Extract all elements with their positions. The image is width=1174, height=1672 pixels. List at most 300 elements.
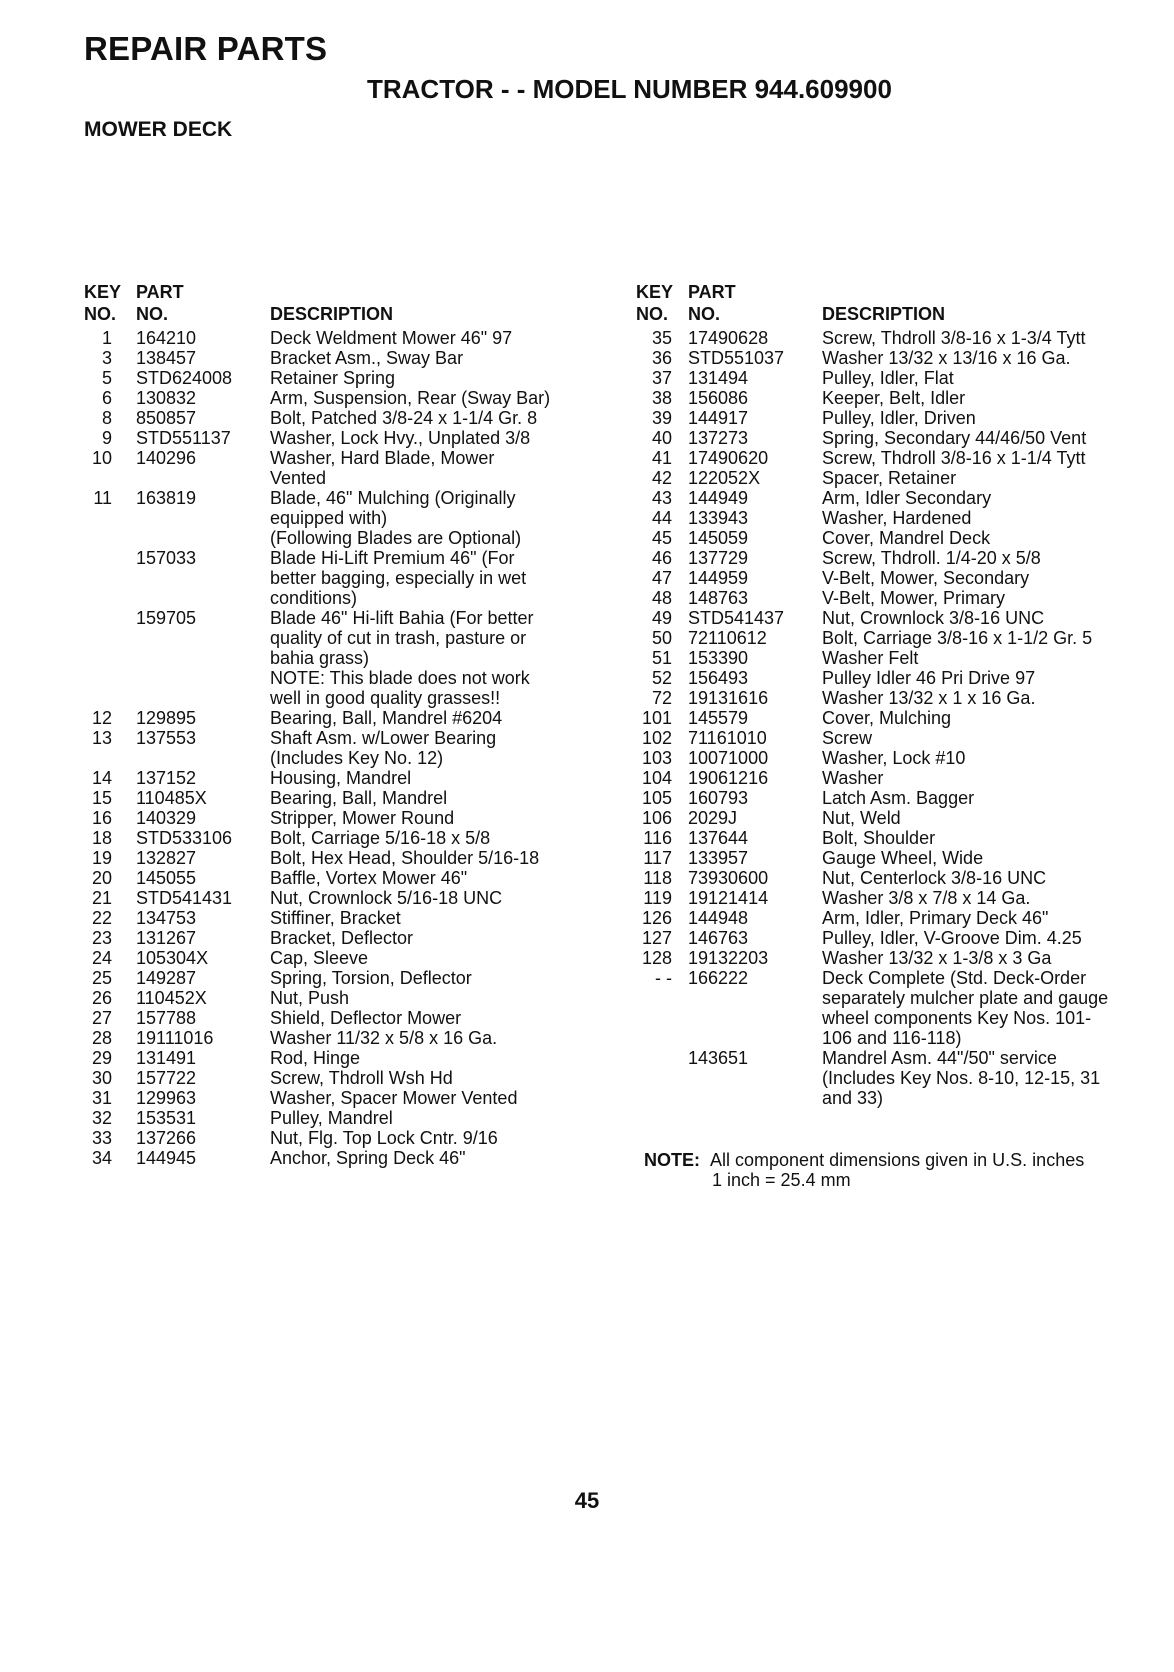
- table-row: [84, 928, 614, 948]
- description: Washer 13/32 x 13/16 x 16 Ga.: [822, 348, 1071, 368]
- table-row: [84, 968, 614, 988]
- part-header-1: PART: [688, 282, 736, 302]
- part-no: 105304X: [136, 948, 209, 968]
- part-no: 133957: [688, 848, 749, 868]
- key-no: 116: [643, 828, 672, 848]
- description: Nut, Weld: [822, 808, 901, 828]
- description: Bearing, Ball, Mandrel #6204: [270, 708, 503, 728]
- part-no: 156493: [688, 668, 749, 688]
- description: Cover, Mandrel Deck: [822, 528, 991, 548]
- key-no: 6: [101, 388, 112, 408]
- description: Gauge Wheel, Wide: [822, 848, 984, 868]
- table-row: [636, 328, 1156, 348]
- part-no: 129963: [136, 1088, 197, 1108]
- key-no: 118: [643, 868, 672, 888]
- key-no: 127: [641, 928, 672, 948]
- description: Stiffiner, Bracket: [270, 908, 401, 928]
- key-no: 29: [91, 1048, 112, 1068]
- description: Screw: [822, 728, 873, 748]
- description: Pulley, Idler, V-Groove Dim. 4.25: [822, 928, 1082, 948]
- description: better bagging, especially in wet: [270, 568, 527, 588]
- part-no: 122052X: [688, 468, 761, 488]
- table-row: [636, 888, 1156, 908]
- part-no: 19111016: [136, 1028, 214, 1048]
- part-no: 157788: [136, 1008, 197, 1028]
- key-no: 13: [91, 728, 112, 748]
- description: equipped with): [270, 508, 388, 528]
- description: Stripper, Mower Round: [270, 808, 455, 828]
- part-no: 164210: [136, 328, 197, 348]
- description: Blade, 46" Mulching (Originally: [270, 488, 516, 508]
- table-row: [636, 688, 1156, 708]
- key-header-1: KEY: [636, 282, 674, 302]
- parts-list-left: [84, 328, 614, 1168]
- description: well in good quality grasses!!: [270, 688, 501, 708]
- key-no: - -: [655, 968, 672, 988]
- key-no: 32: [91, 1108, 112, 1128]
- key-no: 33: [91, 1128, 112, 1148]
- key-no: 18: [91, 828, 112, 848]
- part-no: 143651: [688, 1048, 749, 1068]
- column-header: [84, 282, 614, 328]
- key-no: 128: [641, 948, 672, 968]
- key-no: 27: [91, 1008, 112, 1028]
- table-row: [84, 768, 614, 788]
- part-no: 110452X: [136, 988, 207, 1008]
- table-row: [84, 828, 614, 848]
- parts-column-right: [636, 282, 1156, 1108]
- description: Washer 13/32 x 1 x 16 Ga.: [822, 688, 1036, 708]
- description: Washer, Hard Blade, Mower: [270, 448, 495, 468]
- description: Nut, Crownlock 3/8-16 UNC: [822, 608, 1045, 628]
- key-no: 41: [651, 448, 672, 468]
- key-header-2: NO.: [84, 304, 117, 324]
- part-no: 134753: [136, 908, 197, 928]
- key-no: 39: [651, 408, 672, 428]
- part-no: 156086: [688, 388, 749, 408]
- table-row: [636, 568, 1156, 588]
- table-row: [84, 988, 614, 1008]
- part-no: 145055: [136, 868, 197, 888]
- description: Arm, Idler, Primary Deck 46": [822, 908, 1049, 928]
- table-row: [84, 1108, 614, 1128]
- description: Keeper, Belt, Idler: [822, 388, 966, 408]
- description: V-Belt, Mower, Secondary: [822, 568, 1030, 588]
- description: (Following Blades are Optional): [270, 528, 522, 548]
- description: Screw, Thdroll 3/8-16 x 1-1/4 Tytt: [822, 448, 1086, 468]
- part-no: STD551137: [136, 428, 231, 448]
- key-no: 105: [641, 788, 672, 808]
- part-no: 19132203: [688, 948, 769, 968]
- part-header-2: NO.: [136, 304, 169, 324]
- key-no: 45: [651, 528, 672, 548]
- description: Mandrel Asm. 44"/50" service: [822, 1048, 1057, 1068]
- part-no: 17490628: [688, 328, 769, 348]
- part-no: 144917: [688, 408, 749, 428]
- key-no: 8: [101, 408, 112, 428]
- description: (Includes Key No. 12): [270, 748, 444, 768]
- table-row: [636, 848, 1156, 868]
- part-no: 130832: [136, 388, 197, 408]
- key-no: 101: [641, 708, 672, 728]
- description: Latch Asm. Bagger: [822, 788, 975, 808]
- description-header: DESCRIPTION: [270, 304, 394, 324]
- part-no: 137273: [688, 428, 749, 448]
- description: Bolt, Hex Head, Shoulder 5/16-18: [270, 848, 540, 868]
- description: Retainer Spring: [270, 368, 396, 388]
- description: Nut, Crownlock 5/16-18 UNC: [270, 888, 503, 908]
- key-header-1: KEY: [84, 282, 122, 302]
- part-no: 133943: [688, 508, 749, 528]
- key-no: 23: [91, 928, 112, 948]
- description: Shaft Asm. w/Lower Bearing: [270, 728, 497, 748]
- table-row: [636, 668, 1156, 688]
- part-no: 159705: [136, 608, 197, 628]
- key-no: 38: [651, 388, 672, 408]
- description: Arm, Idler Secondary: [822, 488, 992, 508]
- table-row: [636, 608, 1156, 628]
- part-no: 144949: [688, 488, 749, 508]
- description: Nut, Flg. Top Lock Cntr. 9/16: [270, 1128, 498, 1148]
- key-no: 22: [91, 908, 112, 928]
- part-no: 137729: [688, 548, 749, 568]
- part-no: 71161010: [688, 728, 767, 748]
- table-row: [84, 1088, 614, 1108]
- table-row: [84, 528, 614, 548]
- table-row: [84, 388, 614, 408]
- part-no: 157033: [136, 548, 197, 568]
- description: and 33): [822, 1088, 884, 1108]
- part-no: 153390: [688, 648, 749, 668]
- part-no: 19061216: [688, 768, 769, 788]
- description: Housing, Mandrel: [270, 768, 412, 788]
- key-no: 9: [101, 428, 112, 448]
- table-row: [84, 1008, 614, 1028]
- table-row: [636, 788, 1156, 808]
- key-no: 119: [643, 888, 672, 908]
- table-row: [84, 688, 614, 708]
- part-no: 145059: [688, 528, 749, 548]
- table-row: [636, 348, 1156, 368]
- description: Bolt, Carriage 3/8-16 x 1-1/2 Gr. 5: [822, 628, 1093, 648]
- key-no: 25: [91, 968, 112, 988]
- key-no: 11: [93, 488, 112, 508]
- description: Washer, Hardened: [822, 508, 972, 528]
- key-no: 30: [91, 1068, 112, 1088]
- part-no: 144959: [688, 568, 749, 588]
- key-no: 47: [651, 568, 672, 588]
- table-row: [636, 968, 1156, 988]
- table-row: [84, 1048, 614, 1068]
- key-no: 106: [641, 808, 672, 828]
- table-row: [636, 1028, 1156, 1048]
- key-no: 48: [651, 588, 672, 608]
- description: V-Belt, Mower, Primary: [822, 588, 1006, 608]
- part-header-1: PART: [136, 282, 184, 302]
- part-no: 144945: [136, 1148, 197, 1168]
- part-no: 137644: [688, 828, 749, 848]
- part-no: 148763: [688, 588, 749, 608]
- table-row: [84, 588, 614, 608]
- table-row: [84, 508, 614, 528]
- description: Bracket Asm., Sway Bar: [270, 348, 464, 368]
- table-row: [84, 348, 614, 368]
- part-no: 149287: [136, 968, 197, 988]
- page-number: 45: [574, 1488, 600, 1513]
- part-no: 129895: [136, 708, 197, 728]
- table-row: [636, 908, 1156, 928]
- table-row: [84, 548, 614, 568]
- key-no: 126: [641, 908, 672, 928]
- key-no: 72: [651, 688, 672, 708]
- table-row: [84, 748, 614, 768]
- key-no: 37: [651, 368, 672, 388]
- table-row: [636, 1068, 1156, 1088]
- table-row: [636, 948, 1156, 968]
- description: Screw, Thdroll. 1/4-20 x 5/8: [822, 548, 1041, 568]
- key-no: 46: [651, 548, 672, 568]
- table-row: [636, 728, 1156, 748]
- part-no: 145579: [688, 708, 749, 728]
- part-no: 17490620: [688, 448, 769, 468]
- key-no: 26: [91, 988, 112, 1008]
- key-no: 21: [91, 888, 112, 908]
- description: Washer 3/8 x 7/8 x 14 Ga.: [822, 888, 1031, 908]
- part-no: 19131616: [688, 688, 769, 708]
- description: NOTE: This blade does not work: [270, 668, 530, 688]
- key-no: 20: [91, 868, 112, 888]
- part-no: 131491: [136, 1048, 197, 1068]
- description: Nut, Push: [270, 988, 350, 1008]
- key-no: 12: [91, 708, 112, 728]
- description: wheel components Key Nos. 101-: [822, 1008, 1092, 1028]
- parts-column-left: [84, 282, 614, 1168]
- description: Deck Complete (Std. Deck-Order: [822, 968, 1087, 988]
- part-no: 19121414: [688, 888, 769, 908]
- table-row: [84, 568, 614, 588]
- part-no: 144948: [688, 908, 749, 928]
- parts-list-right: [636, 328, 1156, 1108]
- part-no: 850857: [136, 408, 197, 428]
- key-no: 36: [651, 348, 672, 368]
- table-row: [636, 828, 1156, 848]
- description: Washer, Lock Hvy., Unplated 3/8: [270, 428, 531, 448]
- table-row: [636, 1088, 1156, 1108]
- table-row: [84, 368, 614, 388]
- part-no: 137553: [136, 728, 197, 748]
- table-row: [636, 488, 1156, 508]
- table-row: [84, 788, 614, 808]
- part-no: 160793: [688, 788, 749, 808]
- table-row: [84, 428, 614, 448]
- description: 106 and 116-118): [822, 1028, 962, 1048]
- table-row: [636, 768, 1156, 788]
- part-no: 153531: [136, 1108, 197, 1128]
- description: Pulley, Idler, Driven: [822, 408, 976, 428]
- key-header-2: NO.: [636, 304, 669, 324]
- table-row: [636, 388, 1156, 408]
- key-no: 104: [641, 768, 672, 788]
- description: Washer, Lock #10: [822, 748, 966, 768]
- description: Blade 46" Hi-lift Bahia (For better: [270, 608, 534, 628]
- table-row: [84, 488, 614, 508]
- part-no: 132827: [136, 848, 197, 868]
- key-no: 15: [91, 788, 112, 808]
- description: Shield, Deflector Mower: [270, 1008, 462, 1028]
- page-title: REPAIR PARTS: [84, 30, 328, 67]
- table-row: [84, 628, 614, 648]
- part-no: 110485X: [136, 788, 207, 808]
- part-no: STD541437: [688, 608, 785, 628]
- description: Washer Felt: [822, 648, 919, 668]
- dimension-note: [644, 1150, 1084, 1190]
- table-row: [636, 1048, 1156, 1068]
- description: Spring, Secondary 44/46/50 Vent: [822, 428, 1087, 448]
- table-row: [636, 588, 1156, 608]
- part-no: STD624008: [136, 368, 233, 388]
- table-row: [84, 468, 614, 488]
- part-no: 10071000: [688, 748, 769, 768]
- table-row: [84, 708, 614, 728]
- table-row: [84, 808, 614, 828]
- description: Bolt, Patched 3/8-24 x 1-1/4 Gr. 8: [270, 408, 538, 428]
- key-no: 16: [91, 808, 112, 828]
- model-heading: TRACTOR - - MODEL NUMBER 944.609900: [367, 74, 892, 104]
- note-label: NOTE:: [644, 1150, 700, 1170]
- key-no: 49: [651, 608, 672, 628]
- key-no: 50: [651, 628, 672, 648]
- description: (Includes Key Nos. 8-10, 12-15, 31: [822, 1068, 1101, 1088]
- description: Arm, Suspension, Rear (Sway Bar): [270, 388, 551, 408]
- part-no: 138457: [136, 348, 197, 368]
- description: Deck Weldment Mower 46" 97: [270, 328, 513, 348]
- description: Cap, Sleeve: [270, 948, 369, 968]
- table-row: [84, 1148, 614, 1168]
- key-no: 102: [641, 728, 672, 748]
- column-header: [636, 282, 1156, 328]
- description: Washer 11/32 x 5/8 x 16 Ga.: [270, 1028, 498, 1048]
- description: Washer 13/32 x 1-3/8 x 3 Ga: [822, 948, 1052, 968]
- table-row: [84, 868, 614, 888]
- part-no: STD541431: [136, 888, 233, 908]
- description: bahia grass): [270, 648, 370, 668]
- description: Bracket, Deflector: [270, 928, 414, 948]
- description: quality of cut in trash, pasture or: [270, 628, 527, 648]
- part-no: STD551037: [688, 348, 785, 368]
- description: Bolt, Carriage 5/16-18 x 5/8: [270, 828, 491, 848]
- table-row: [636, 808, 1156, 828]
- key-no: 14: [91, 768, 112, 788]
- table-row: [84, 948, 614, 968]
- table-row: [636, 988, 1156, 1008]
- table-row: [636, 648, 1156, 668]
- section-heading: MOWER DECK: [84, 118, 233, 141]
- table-row: [84, 1128, 614, 1148]
- key-no: 5: [101, 368, 112, 388]
- description: separately mulcher plate and gauge: [822, 988, 1109, 1008]
- key-no: 19: [91, 848, 112, 868]
- table-row: [636, 708, 1156, 728]
- description: Rod, Hinge: [270, 1048, 361, 1068]
- part-no: 157722: [136, 1068, 197, 1088]
- table-row: [84, 908, 614, 928]
- table-row: [636, 868, 1156, 888]
- table-row: [636, 468, 1156, 488]
- table-row: [636, 448, 1156, 468]
- note-line-2: 1 inch = 25.4 mm: [712, 1170, 851, 1190]
- table-row: [84, 668, 614, 688]
- description: Bearing, Ball, Mandrel: [270, 788, 448, 808]
- part-no: 72110612: [688, 628, 767, 648]
- table-row: [636, 368, 1156, 388]
- part-no: 131494: [688, 368, 749, 388]
- table-row: [84, 448, 614, 468]
- table-row: [636, 1008, 1156, 1028]
- key-no: 43: [651, 488, 672, 508]
- key-no: 31: [91, 1088, 112, 1108]
- part-no: 146763: [688, 928, 749, 948]
- description: Blade Hi-Lift Premium 46" (For: [270, 548, 515, 568]
- description: Pulley, Mandrel: [270, 1108, 393, 1128]
- key-no: 51: [651, 648, 672, 668]
- key-no: 103: [641, 748, 672, 768]
- description: Pulley, Idler, Flat: [822, 368, 954, 388]
- table-row: [636, 548, 1156, 568]
- table-row: [636, 508, 1156, 528]
- part-no: 166222: [688, 968, 749, 988]
- description: Screw, Thdroll Wsh Hd: [270, 1068, 453, 1088]
- note-line-1: All component dimensions given in U.S. inches: [710, 1150, 1085, 1170]
- key-no: 35: [651, 328, 672, 348]
- description: Baffle, Vortex Mower 46": [270, 868, 468, 888]
- key-no: 10: [91, 448, 112, 468]
- description: Spring, Torsion, Deflector: [270, 968, 472, 988]
- part-no: 140296: [136, 448, 197, 468]
- table-row: [84, 328, 614, 348]
- description: Washer, Spacer Mower Vented: [270, 1088, 518, 1108]
- table-row: [84, 1068, 614, 1088]
- description: Cover, Mulching: [822, 708, 952, 728]
- key-no: 52: [651, 668, 672, 688]
- part-no: STD533106: [136, 828, 233, 848]
- description: Washer: [822, 768, 884, 788]
- description: Anchor, Spring Deck 46": [270, 1148, 466, 1168]
- part-no: 73930600: [688, 868, 769, 888]
- part-no: 131267: [136, 928, 197, 948]
- part-no: 163819: [136, 488, 197, 508]
- description: Pulley Idler 46 Pri Drive 97: [822, 668, 1036, 688]
- table-row: [636, 528, 1156, 548]
- table-row: [84, 728, 614, 748]
- key-no: 117: [643, 848, 672, 868]
- part-no: 2029J: [688, 808, 738, 828]
- key-no: 44: [651, 508, 672, 528]
- table-row: [84, 648, 614, 668]
- table-row: [84, 608, 614, 628]
- description: Screw, Thdroll 3/8-16 x 1-3/4 Tytt: [822, 328, 1086, 348]
- key-no: 42: [651, 468, 672, 488]
- table-row: [84, 848, 614, 868]
- table-row: [636, 748, 1156, 768]
- key-no: 3: [101, 348, 112, 368]
- description: Bolt, Shoulder: [822, 828, 936, 848]
- table-row: [636, 408, 1156, 428]
- description-header: DESCRIPTION: [822, 304, 946, 324]
- description: Spacer, Retainer: [822, 468, 957, 488]
- part-header-2: NO.: [688, 304, 721, 324]
- table-row: [636, 628, 1156, 648]
- table-row: [636, 428, 1156, 448]
